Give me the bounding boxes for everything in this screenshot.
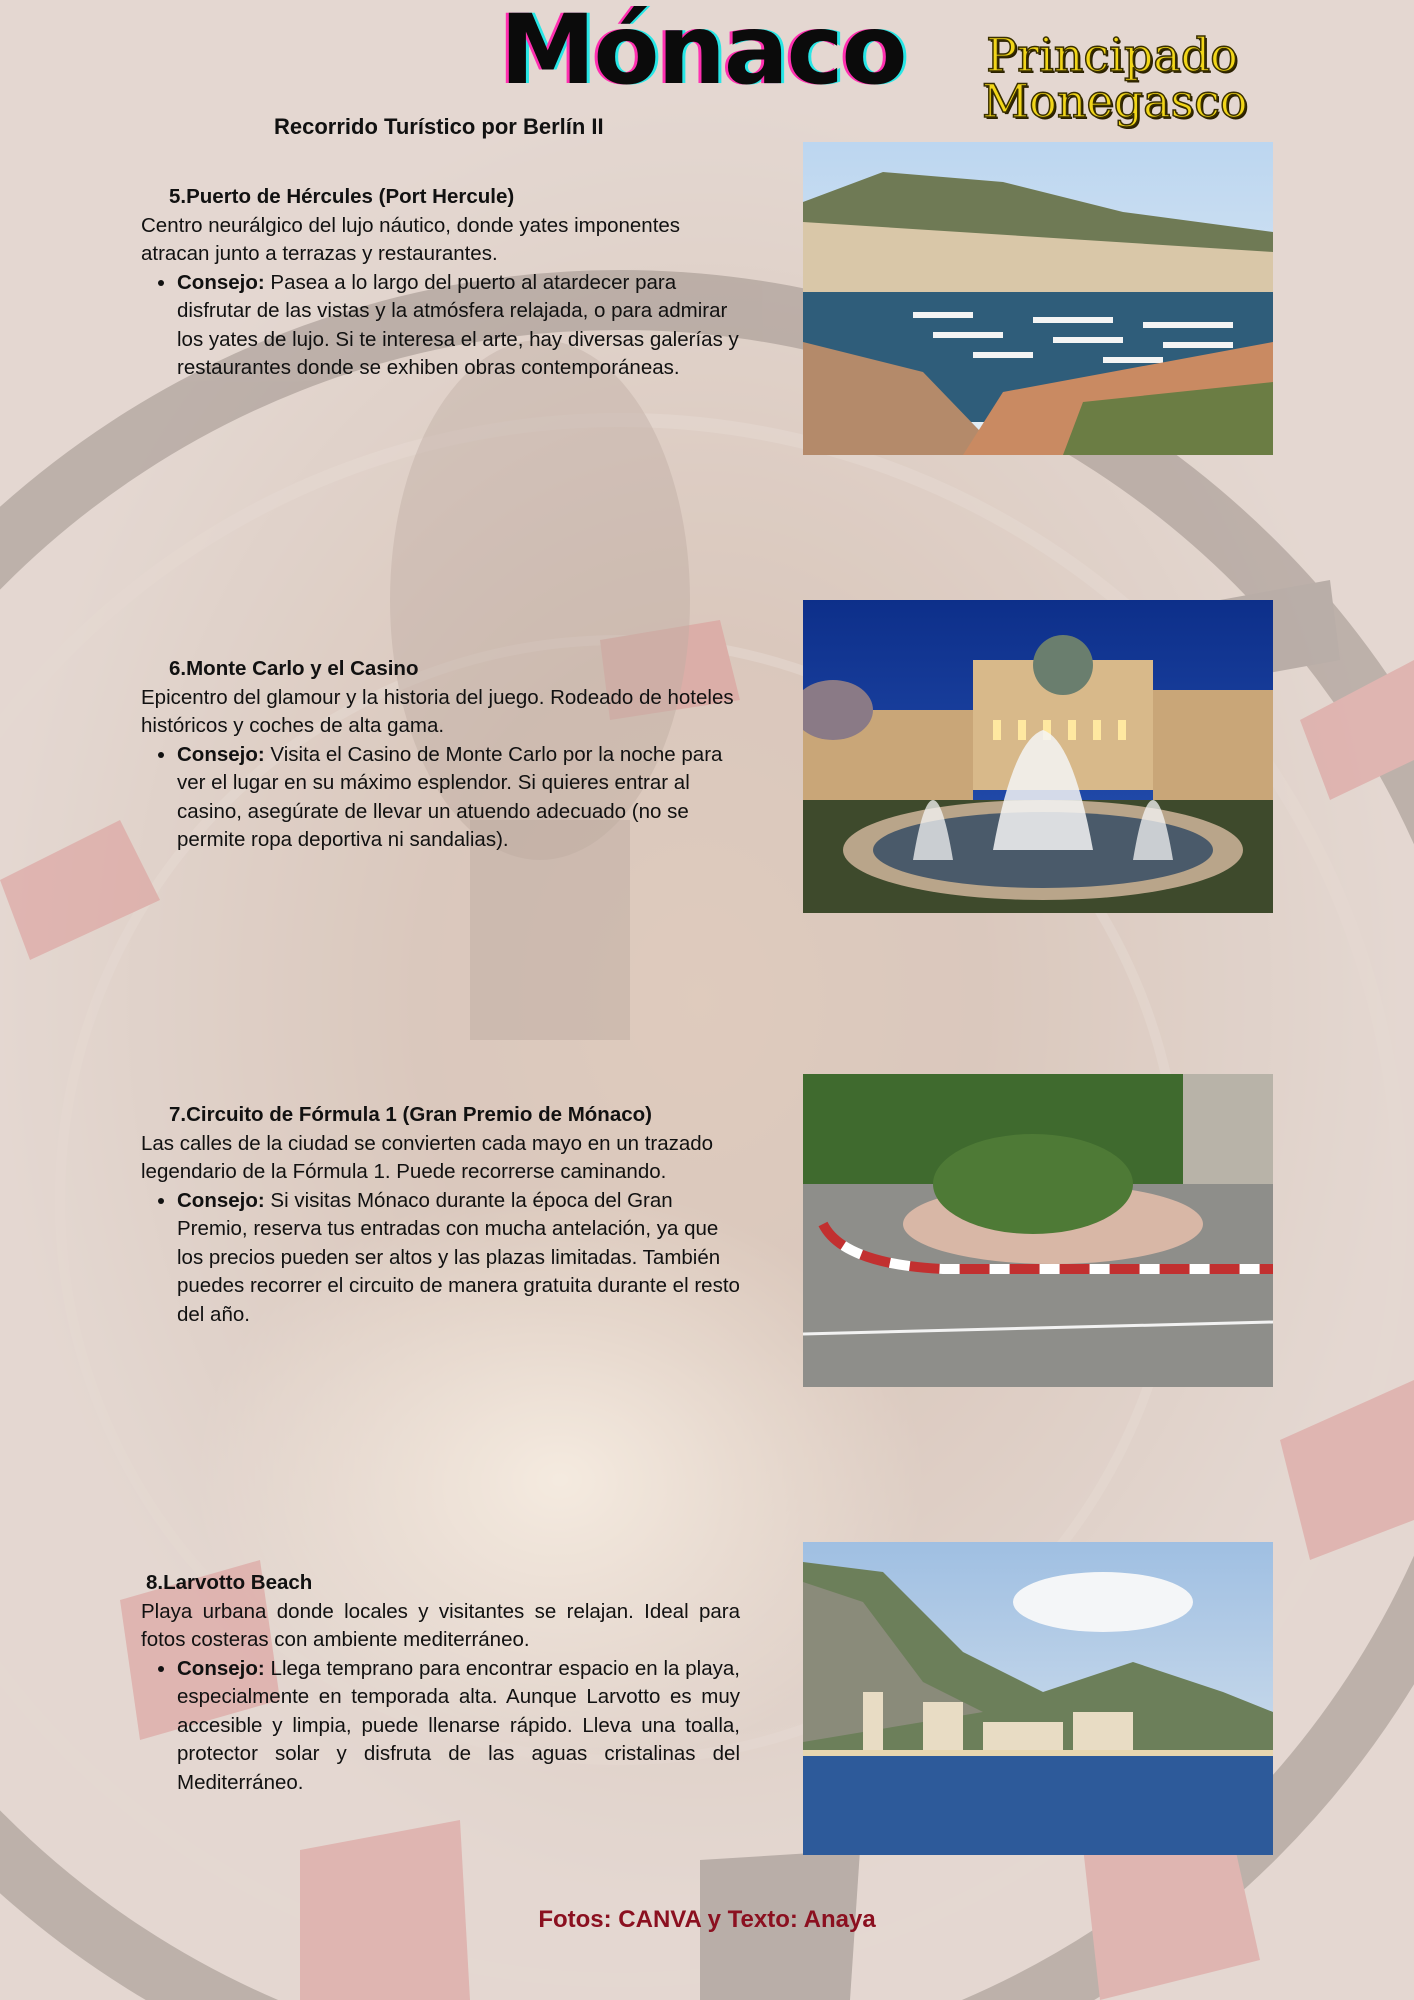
section-heading: 6.Monte Carlo y el Casino [169, 657, 419, 680]
section-port-hercule [141, 183, 740, 383]
tip-text: Si visitas Mónaco durante la época del Gran Premio, reserva tus entradas con mucha antelación, ya que los precios pueden ser altos y las plazas limitadas. También puedes recorrer el circuito de manera gratuita durante el resto del año. [177, 1188, 740, 1326]
tip-text: Visita el Casino de Monte Carlo por la noche para ver el lugar en su máximo esplendor. Si quieres entrar al casino, asegúrate de llevar un atuendo adecuado (no se permite ropa deportiva ni sandalias). [177, 742, 723, 851]
tip-item [177, 269, 740, 383]
section-intro: Centro neurálgico del lujo náutico, donde yates imponentes atracan junto a terrazas y restaurantes. [141, 213, 681, 265]
credits-footer: Fotos: CANVA y Texto: Anaya [538, 1906, 876, 1933]
tip-label: Consejo: [177, 270, 265, 294]
tip-item [177, 741, 740, 855]
tip-item [177, 1655, 740, 1798]
page-subtitle: Recorrido Turístico por Berlín II [274, 114, 604, 139]
brand-logo-text [982, 28, 1248, 128]
tip-label: Consejo: [177, 742, 265, 766]
tip-label: Consejo: [177, 1656, 265, 1680]
section-heading: 8.Larvotto Beach [146, 1571, 313, 1594]
tip-list [141, 741, 740, 855]
tip-list [141, 1655, 740, 1798]
section-intro: Las calles de la ciudad se convierten cada mayo en un trazado legendario de la Fórmula 1. Puede recorrerse caminando. [141, 1131, 714, 1183]
photo-larvotto-beach [803, 1542, 1273, 1855]
section-monte-carlo [141, 655, 740, 855]
tip-label: Consejo: [177, 1188, 265, 1212]
section-intro: Epicentro del glamour y la historia del juego. Rodeado de hoteles históricos y coches de alta gama. [141, 685, 734, 737]
photo-port-hercule [803, 142, 1273, 455]
page-title: Mónaco [500, 0, 906, 106]
tip-list [141, 269, 740, 383]
brand-line-1: Principado [986, 28, 1238, 82]
section-heading: 5.Puerto de Hércules (Port Hercule) [169, 185, 515, 208]
section-heading: 7.Circuito de Fórmula 1 (Gran Premio de Mónaco) [169, 1103, 652, 1126]
section-formula-1 [141, 1101, 740, 1329]
tip-item [177, 1187, 740, 1330]
tip-text: Llega temprano para encontrar espacio en la playa, especialmente en temporada alta. Aunque Larvotto es muy accesible y limpia, puede llenarse rápido. Lleva una toalla, protector solar y disfruta de las aguas cristalinas del Mediterráneo. [177, 1656, 740, 1794]
tip-text: Pasea a lo largo del puerto al atardecer para disfrutar de las vistas y la atmósfera relajada, o para admirar los yates de lujo. Si te interesa el arte, hay diversas galerías y restaurantes donde se exhiben obras contemporáneas. [177, 270, 739, 379]
photo-monte-carlo-casino [803, 600, 1273, 913]
tip-list [141, 1187, 740, 1330]
section-intro: Playa urbana donde locales y visitantes se relajan. Ideal para fotos costeras con ambiente mediterráneo. [141, 1599, 740, 1651]
section-larvotto-beach [141, 1569, 740, 1797]
brand-line-2: Monegasco [982, 74, 1248, 128]
photo-formula-1-circuit [803, 1074, 1273, 1387]
